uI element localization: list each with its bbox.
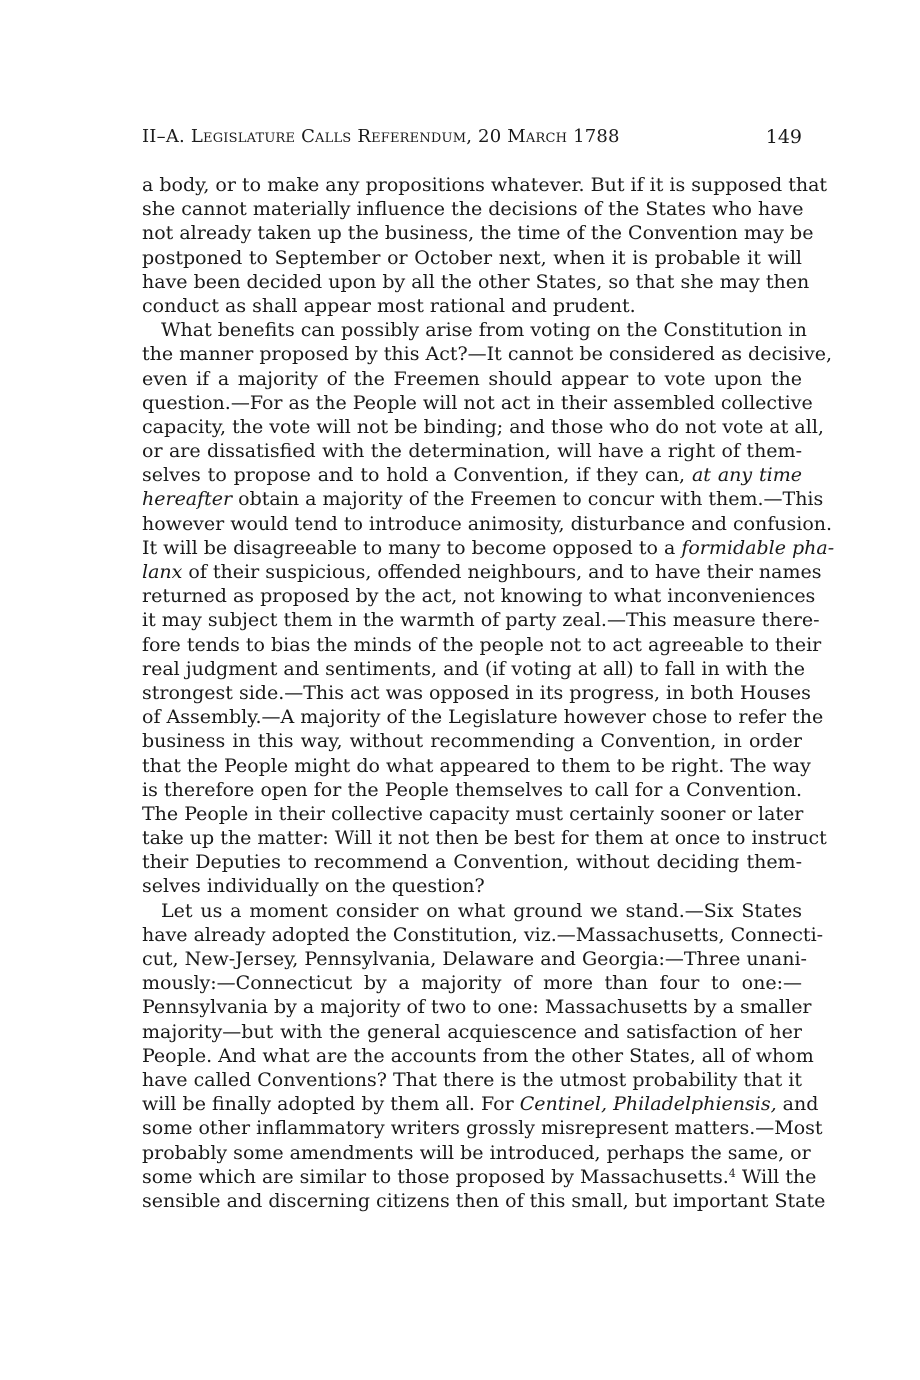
text-line — [142, 560, 822, 584]
italic-text: Centinel, Philadelphiensis, — [519, 1093, 777, 1116]
text-run: however would tend to introduce animosity, disturbance and confusion. — [142, 512, 833, 535]
text-line — [142, 318, 807, 342]
text-run: Pennsylvania by a majority of two to one: Massachusetts by a smaller — [142, 996, 812, 1019]
text-line — [142, 778, 802, 802]
footnote-reference: 4 — [728, 1166, 736, 1180]
text-run: obtain a majority of the Freemen to concur with them.—This — [232, 488, 824, 511]
italic-text: hereafter — [142, 488, 233, 511]
text-run: question.—For as the People will not act in their assembled collective — [142, 391, 813, 414]
text-run: real judgment and sentiments, and (if voting at all) to fall in with the — [142, 657, 806, 680]
text-line — [142, 971, 802, 995]
text-run: strongest side.—This act was opposed in its progress, in both Houses — [142, 681, 811, 704]
text-run: returned as proposed by the act, not knowing to what inconveniences — [142, 585, 816, 608]
body-text — [142, 173, 835, 1213]
text-run: mously:—Connecticut by a majority of more than four to one:— — [142, 972, 802, 995]
text-run: their Deputies to recommend a Convention, without deciding them- — [142, 851, 802, 874]
text-line — [142, 439, 802, 463]
text-line — [142, 995, 812, 1019]
text-run: majority—but with the general acquiescence and satisfaction of her — [142, 1020, 802, 1043]
text-run: capacity, the vote will not be binding; and those who do not vote at all, — [142, 415, 824, 438]
text-run: selves to propose and to hold a Convention, if they can, — [142, 464, 692, 487]
text-line — [142, 221, 814, 245]
text-run: cut, New-Jersey, Pennsylvania, Delaware and Georgia:—Three unani- — [142, 948, 807, 970]
text-line — [142, 487, 824, 511]
text-run: postponed to September or October next, when it is probable it will — [142, 246, 802, 269]
text-run: have already adopted the Constitution, viz.—Massachusetts, Connecti- — [142, 923, 824, 946]
text-line — [142, 584, 816, 608]
text-line — [142, 463, 802, 487]
text-line — [142, 1165, 817, 1189]
text-run: sensible and discerning citizens then of this small, but important State — [142, 1189, 826, 1212]
text-run: of Assembly.—A majority of the Legislature however chose to refer the — [142, 706, 824, 729]
text-run: take up the matter: Will it not then be best for them at once to instruct — [142, 827, 827, 850]
text-run: have called Conventions? That there is the utmost probability that it — [142, 1068, 802, 1091]
text-line — [142, 1044, 814, 1068]
text-run: that the People might do what appeared to them to be right. The way — [142, 754, 811, 777]
text-line — [142, 899, 802, 923]
text-line — [142, 802, 802, 826]
text-line — [142, 874, 802, 898]
text-line — [142, 681, 811, 705]
text-line — [142, 608, 820, 632]
text-run: is therefore open for the People themselves to call for a Convention. — [142, 778, 802, 801]
text-line — [142, 1141, 811, 1165]
text-run: or are dissatisfied with the determination, will have a right of them- — [142, 440, 802, 463]
text-run: even if a majority of the Freemen should appear to vote upon the — [142, 367, 802, 390]
text-line — [142, 705, 824, 729]
text-line — [142, 270, 810, 294]
text-run: and — [776, 1093, 819, 1116]
text-line — [142, 633, 822, 657]
paragraph — [142, 318, 835, 899]
text-run: fore tends to bias the minds of the people not to act agreeable to their — [142, 633, 822, 656]
paragraph — [142, 899, 826, 1213]
text-run: some which are similar to those proposed by Massachusetts. — [142, 1165, 729, 1188]
text-line — [142, 729, 802, 753]
text-run: not already taken up the business, the time of the Convention may be — [142, 222, 814, 245]
italic-text: formidable pha- — [681, 536, 835, 559]
text-run: conduct as shall appear most rational and prudent. — [142, 294, 636, 317]
text-run: Let us a moment consider on what ground we stand.—Six States — [161, 899, 802, 922]
text-run: selves individually on the question? — [142, 875, 485, 898]
paragraph — [142, 173, 828, 318]
text-run: the manner proposed by this Act?—It cannot be considered as decisive, — [142, 343, 833, 366]
italic-text: at any time — [691, 464, 802, 487]
text-line — [142, 367, 802, 391]
text-run: What benefits can possibly arise from voting on the Constitution in — [161, 319, 807, 342]
text-line — [142, 294, 802, 318]
text-line — [142, 415, 824, 439]
text-line — [142, 1116, 823, 1140]
text-run: will be finally adopted by them all. For — [142, 1093, 520, 1116]
text-line — [142, 657, 806, 681]
text-line — [142, 1068, 802, 1092]
text-line — [142, 1189, 826, 1213]
text-line — [142, 342, 833, 366]
text-line — [142, 173, 828, 197]
text-line — [142, 826, 827, 850]
text-line — [142, 536, 835, 560]
text-line — [142, 197, 802, 221]
text-run: a body, or to make any propositions whatever. But if it is supposed that — [142, 174, 828, 196]
running-head: II–A. Legislature Calls Referendum, 20 March 1788 — [142, 126, 620, 147]
text-run: The People in their collective capacity must certainly sooner or later — [142, 802, 804, 825]
text-run: some other inflammatory writers grossly misrepresent matters.—Most — [142, 1117, 823, 1140]
text-line — [142, 754, 811, 778]
text-run: of their suspicious, offended neighbours, and to have their names — [182, 561, 822, 583]
text-run: probably some amendments will be introduced, perhaps the same, or — [142, 1141, 811, 1164]
italic-text: lanx — [142, 561, 183, 583]
text-line — [142, 391, 813, 415]
text-run: have been decided upon by all the other States, so that she may then — [142, 270, 810, 293]
page-number: 149 — [765, 126, 802, 148]
text-run: she cannot materially influence the decisions of the States who have — [142, 198, 804, 221]
text-line — [142, 923, 824, 947]
text-line — [142, 947, 807, 971]
text-run: People. And what are the accounts from the other States, all of whom — [142, 1044, 814, 1067]
text-run: business in this way, without recommending a Convention, in order — [142, 730, 802, 753]
text-run: it may subject them in the warmth of party zeal.—This measure there- — [142, 609, 820, 632]
text-line — [142, 512, 833, 536]
text-line — [142, 1092, 819, 1116]
text-line — [142, 850, 802, 874]
text-run: It will be disagreeable to many to become opposed to a — [142, 536, 682, 559]
text-line — [142, 1020, 802, 1044]
text-run: Will the — [735, 1165, 817, 1188]
text-line — [142, 246, 802, 270]
